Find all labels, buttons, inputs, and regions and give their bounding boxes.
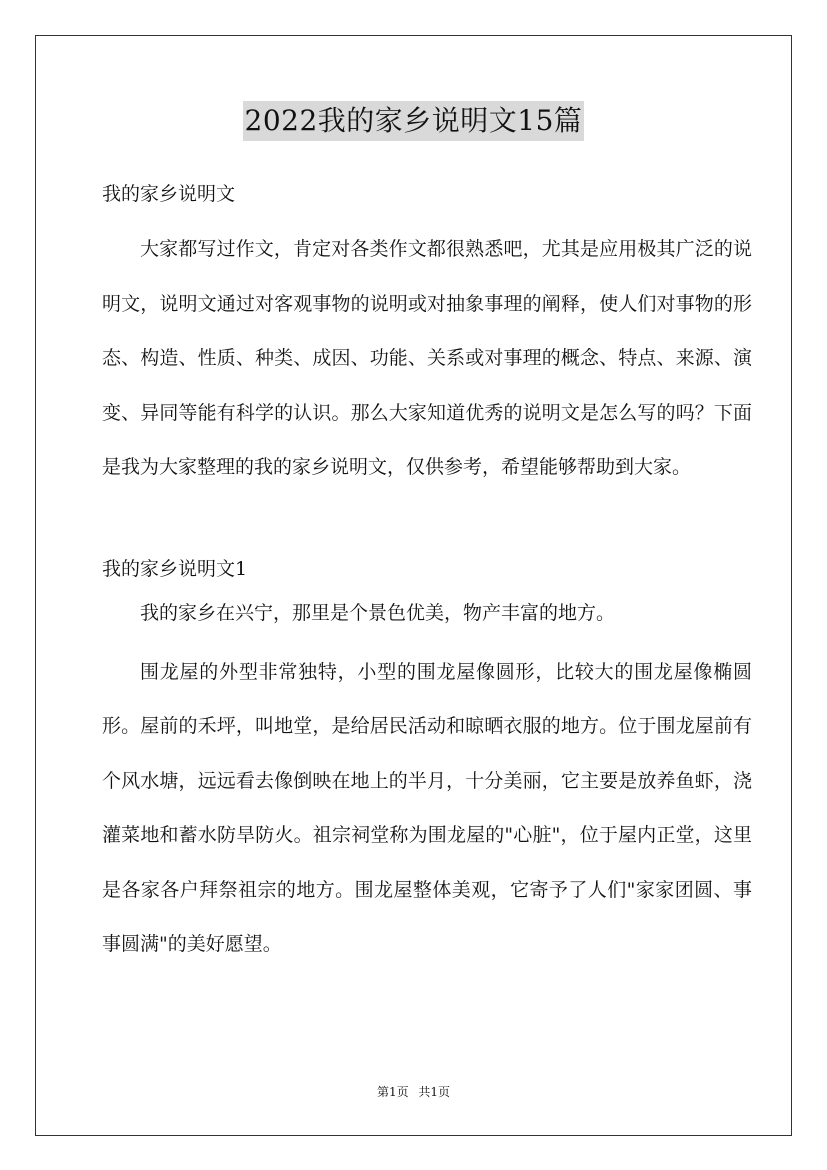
page-footer — [0, 1083, 827, 1100]
section1-heading: 我的家乡说明文1 — [102, 557, 248, 580]
document-body — [102, 174, 752, 972]
intro-heading: 我的家乡说明文 — [102, 183, 236, 205]
section1-paragraph-2: 围龙屋的外型非常独特，小型的围龙屋像圆形，比较大的围龙屋像椭圆形。屋前的禾坪，叫地堂，是给居民活动和晾晒衣服的地方。位于围龙屋前有个风水塘，远远看去像倒映在地上的半月，十分美丽，它主要是放养鱼虾，浇灌菜地和蓄水防旱防火。祖宗祠堂称为围龙屋的"心脏"，位于屋内正堂，这里是各家各户拜祭祖宗的地方。围龙屋整体美观，它寄予了人们"家家团圆、事事圆满"的美好愿望。 — [102, 660, 752, 955]
document-title — [0, 100, 827, 141]
intro-paragraph: 大家都写过作文，肯定对各类作文都很熟悉吧，尤其是应用极其广泛的说明文，说明文通过对客观事物的说明或对抽象事理的阐释，使人们对事物的形态、构造、性质、种类、成因、功能、关系或对事理的概念、特点、来源、演变、异同等能有科学的认识。那么大家知道优秀的说明文是怎么写的吗？下面是我为大家整理的我的家乡说明文，仅供参考，希望能够帮助到大家。 — [102, 238, 752, 478]
page-total: 共1页 — [418, 1085, 451, 1099]
section1-paragraph-1: 我的家乡在兴宁，那里是个景色优美，物产丰富的地方。 — [140, 601, 616, 624]
section-spacer — [102, 495, 752, 549]
document-title-text: 2022我的家乡说明文15篇 — [243, 101, 585, 141]
page-number: 第1页 — [376, 1085, 409, 1099]
